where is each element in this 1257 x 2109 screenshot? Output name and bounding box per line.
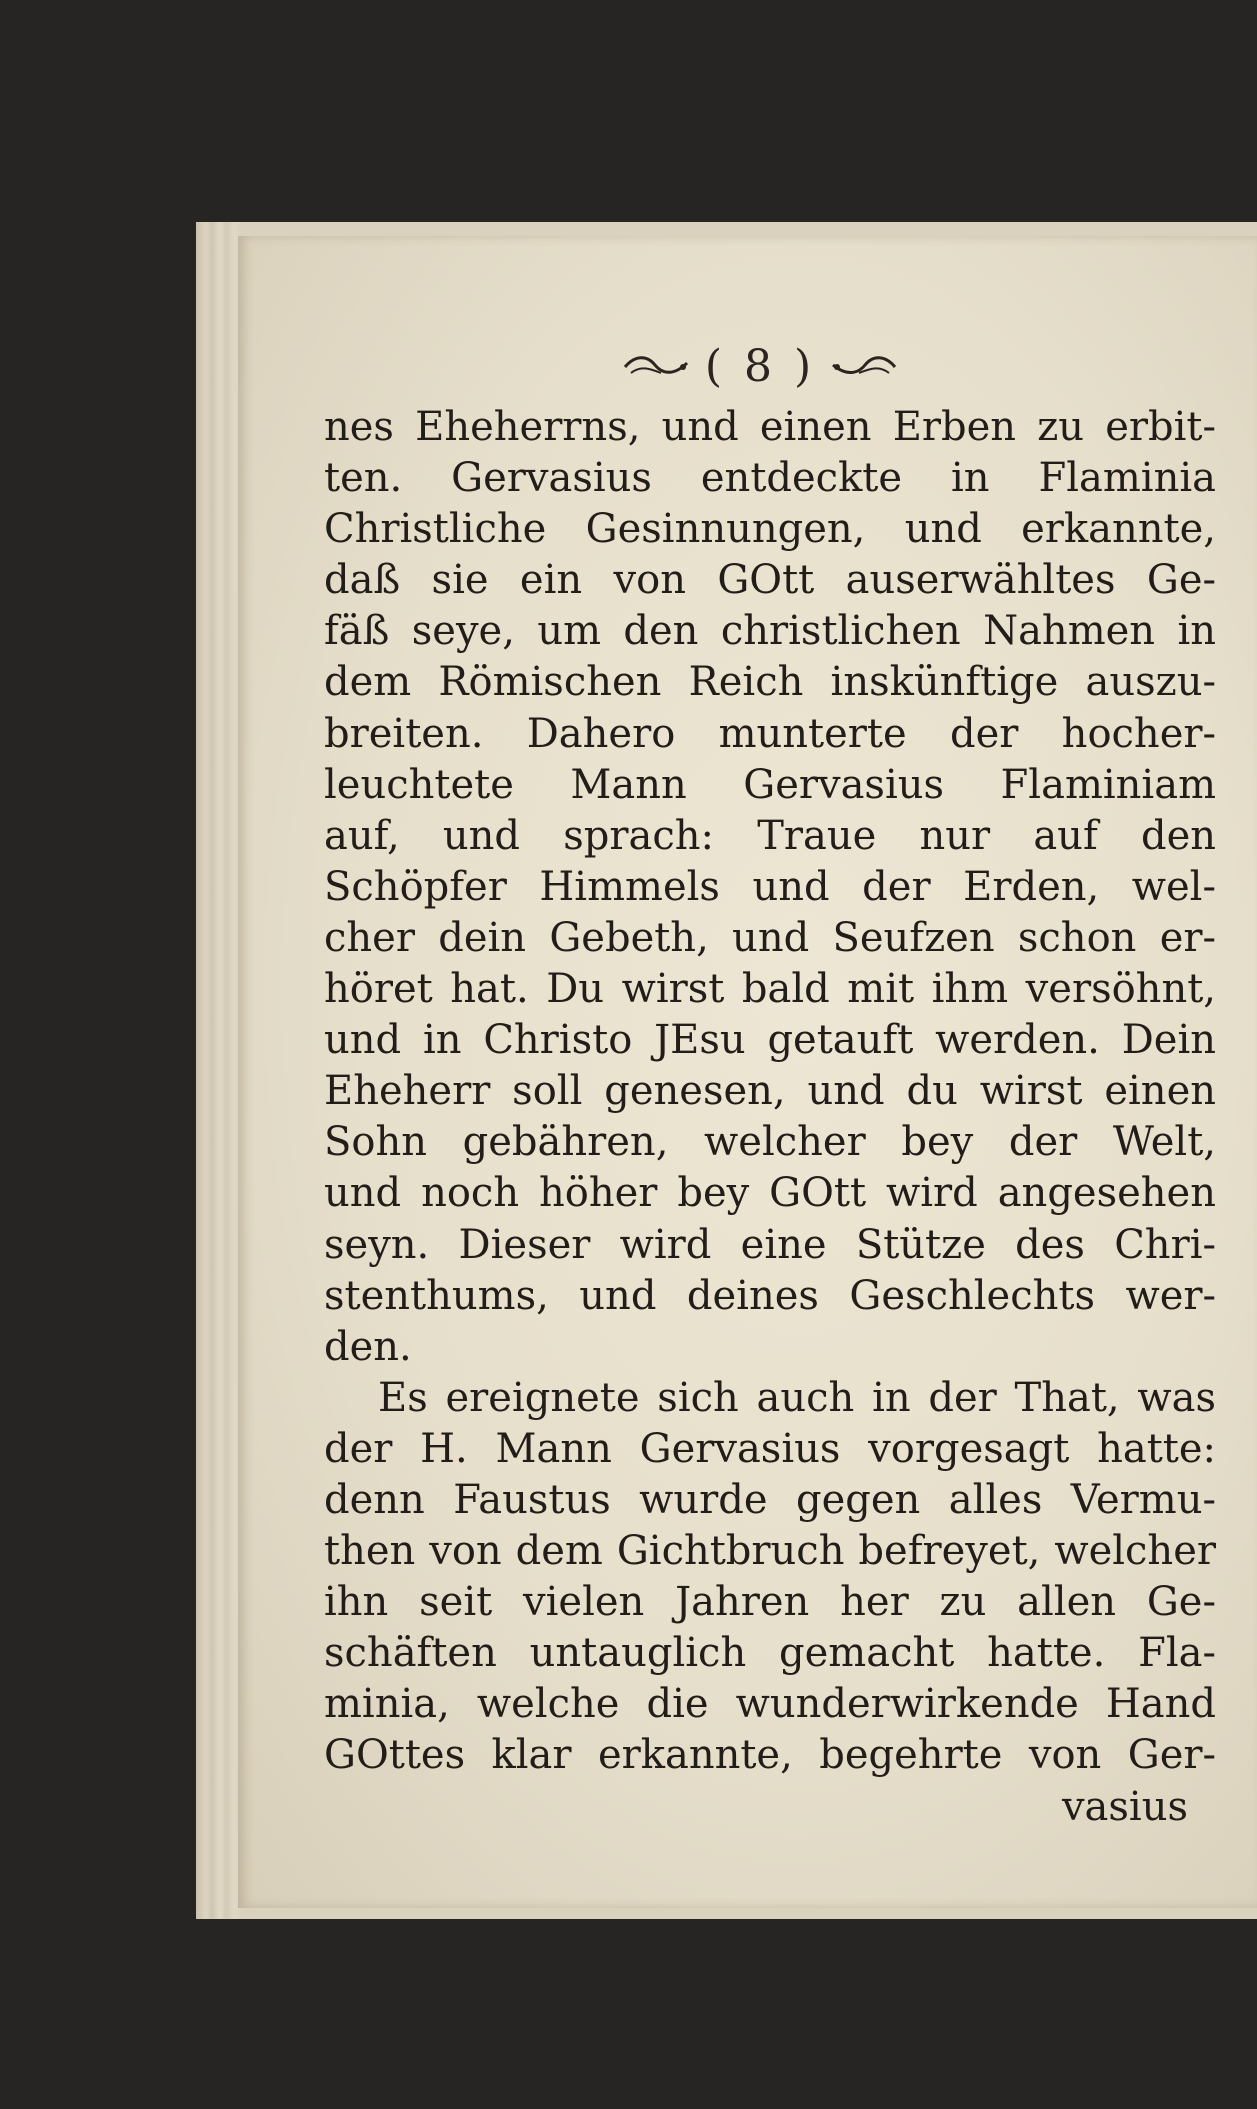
text-line: schäften untauglich gemacht hatte. Fla- — [324, 1630, 1216, 1677]
text-line: ten. Gervasius entdeckte in Flaminia — [324, 455, 1216, 502]
catchword: vasius — [1061, 1783, 1188, 1830]
text-line: ihn seit vielen Jahren her zu allen Ge- — [324, 1579, 1216, 1626]
text-line: cher dein Gebeth, und Seufzen schon er- — [324, 914, 1216, 961]
text-line: auf, und sprach: Traue nur auf den — [324, 812, 1216, 859]
text-line: minia, welche die wunderwirkende Hand — [324, 1681, 1216, 1728]
text-line: den. — [324, 1323, 412, 1370]
text-line: daß sie ein von GOtt auserwähltes Ge- — [324, 557, 1216, 604]
text-line: leuchtete Mann Gervasius Flaminiam — [324, 761, 1216, 808]
text-line: der H. Mann Gervasius vorgesagt hatte: — [324, 1425, 1216, 1472]
text-line: denn Faustus wurde gegen alles Vermu- — [324, 1476, 1216, 1523]
text-line: Es ereignete sich auch in der That, was — [378, 1374, 1216, 1421]
text-line: Eheherr soll genesen, und du wirst einen — [324, 1068, 1216, 1115]
text-line: höret hat. Du wirst bald mit ihm versöhnt, — [324, 966, 1216, 1013]
text-line: then von dem Gichtbruch befreyet, welcher — [324, 1528, 1216, 1575]
text-line: Sohn gebähren, welcher bey der Welt, — [324, 1119, 1216, 1166]
text-line: und in Christo JEsu getauft werden. Dein — [324, 1017, 1216, 1064]
page-header — [560, 338, 960, 394]
page-number: ( 8 ) — [704, 340, 816, 392]
text-line: seyn. Dieser wird eine Stütze des Chri- — [324, 1221, 1216, 1268]
text-line: Christliche Gesinnungen, und erkannte, — [324, 506, 1216, 553]
text-line: dem Römischen Reich inskünftige auszu- — [324, 659, 1216, 706]
text-line: breiten. Dahero munterte der hocher- — [324, 710, 1216, 757]
text-line: GOttes klar erkannte, begehrte von Ger- — [324, 1732, 1216, 1779]
text-line: und noch höher bey GOtt wird angesehen — [324, 1170, 1216, 1217]
text-line: nes Eheherrns, und einen Erben zu erbit- — [324, 404, 1216, 450]
text-line: Schöpfer Himmels und der Erden, wel- — [324, 863, 1216, 910]
left-ornament-icon — [621, 351, 691, 381]
text-line: stenthums, und deines Geschlechts wer- — [324, 1272, 1216, 1319]
right-ornament-icon — [829, 351, 899, 381]
body-text — [324, 402, 1216, 1833]
text-line: fäß seye, um den christlichen Nahmen in — [324, 608, 1216, 655]
